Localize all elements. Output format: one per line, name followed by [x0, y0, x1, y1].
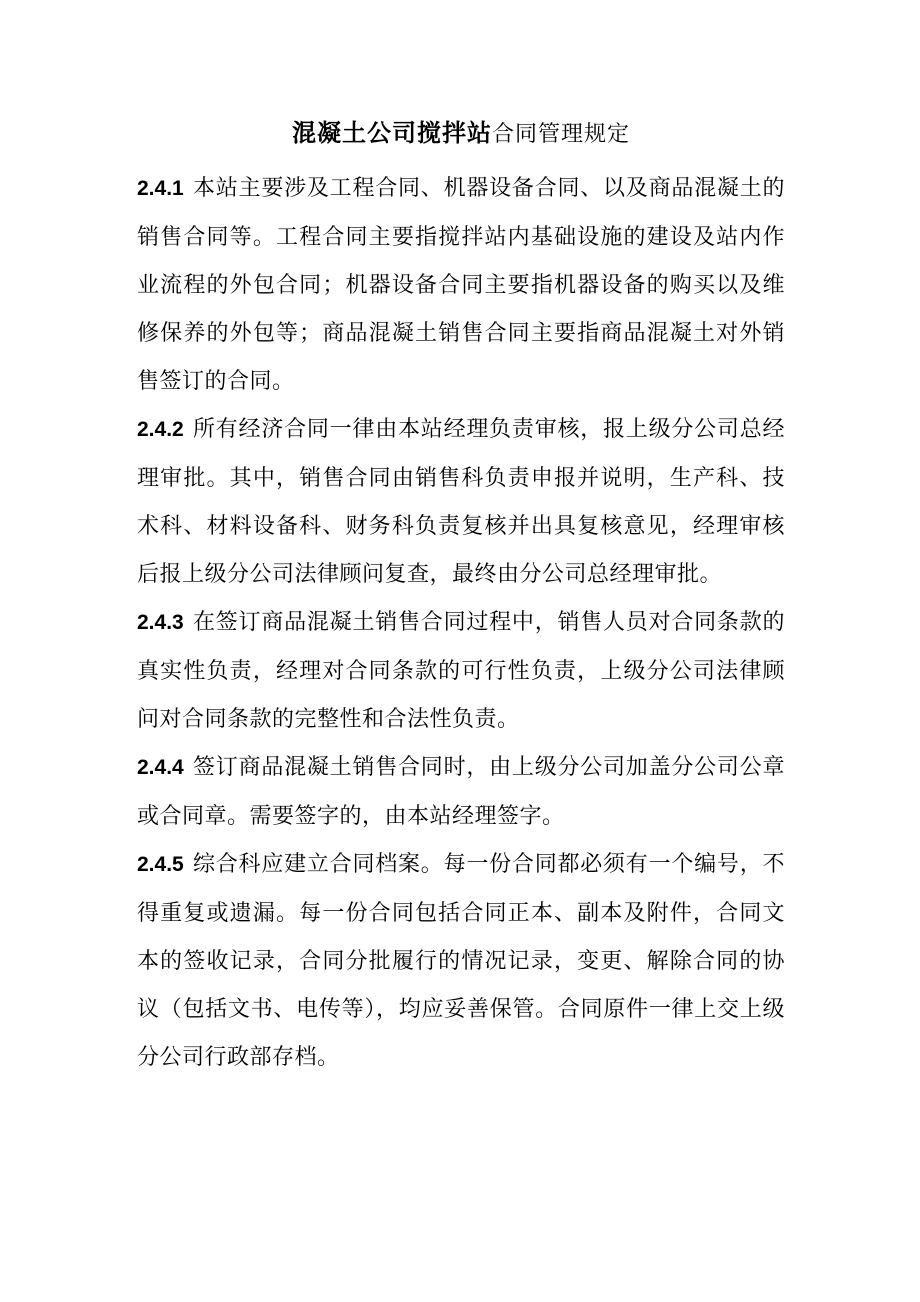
document-title-regular-part: 合同管理规定 [491, 121, 630, 146]
paragraph-2-4-2 [137, 405, 785, 598]
paragraph-number: 2.4.3 [137, 611, 184, 634]
paragraph-2-4-1 [137, 164, 785, 405]
document-content [137, 112, 785, 1081]
paragraph-text: 签订商品混凝土销售合同时，由上级分公司加盖分公司公章或合同章。需要签字的，由本站经理签字。 [137, 754, 785, 828]
document-title-bold-part: 混凝土公司搅拌站 [291, 121, 492, 147]
paragraph-2-4-3 [137, 598, 785, 743]
paragraph-2-4-5 [137, 840, 785, 1081]
paragraph-text: 所有经济合同一律由本站经理负责审核，报上级分公司总经理审批。其中，销售合同由销售科负责申报并说明，生产科、技术科、材料设备科、财务科负责复核并出具复核意见，经理审核后报上级分公司法律顾问复查，最终由分公司总经理审批。 [137, 416, 785, 586]
paragraph-number: 2.4.2 [137, 418, 184, 441]
paragraph-2-4-4 [137, 743, 785, 840]
paragraph-text: 综合科应建立合同档案。每一份合同都必须有一个编号，不得重复或遗漏。每一份合同包括合同正本、副本及附件，合同文本的签收记录，合同分批履行的情况记录，变更、解除合同的协议（包括文书、电传等），均应妥善保管。合同原件一律上交上级分公司行政部存档。 [137, 851, 785, 1069]
paragraph-number: 2.4.5 [137, 853, 184, 876]
paragraph-number: 2.4.1 [137, 177, 184, 200]
paragraph-text: 本站主要涉及工程合同、机器设备合同、以及商品混凝土的销售合同等。工程合同主要指搅拌站内基础设施的建设及站内作业流程的外包合同；机器设备合同主要指机器设备的购买以及维修保养的外包等；商品混凝土销售合同主要指商品混凝土对外销售签订的合同。 [137, 175, 785, 393]
paragraph-text: 在签订商品混凝土销售合同过程中，销售人员对合同条款的真实性负责，经理对合同条款的可行性负责，上级分公司法律顾问对合同条款的完整性和合法性负责。 [137, 609, 785, 731]
document-title [137, 112, 785, 156]
paragraph-number: 2.4.4 [137, 756, 184, 779]
